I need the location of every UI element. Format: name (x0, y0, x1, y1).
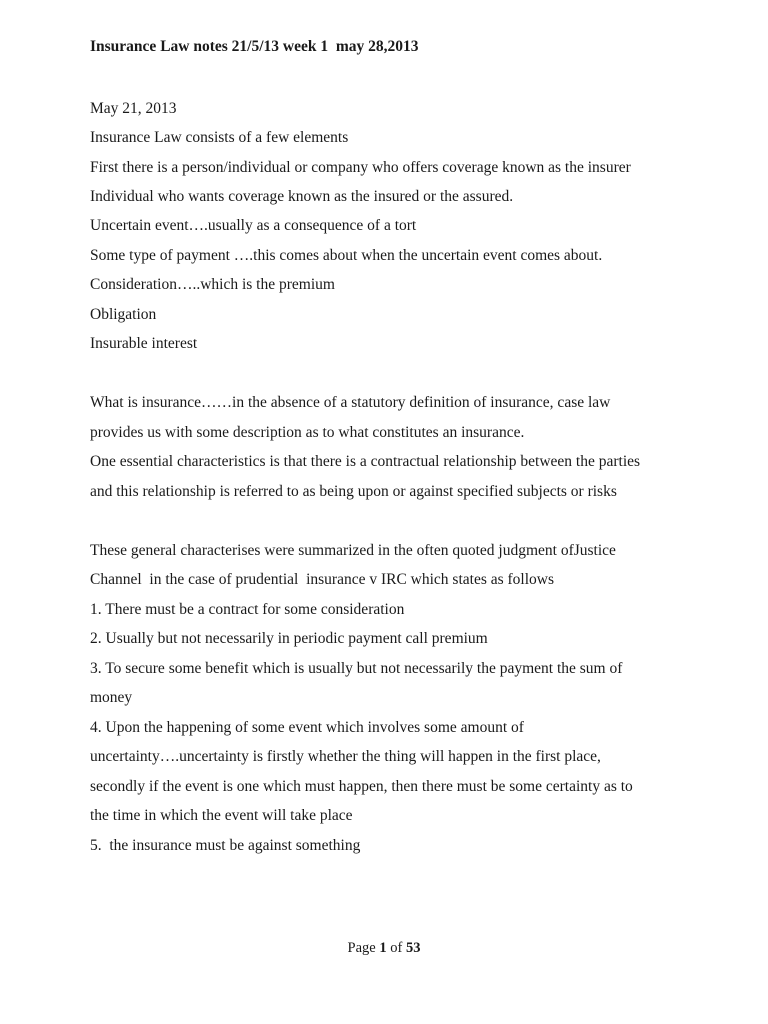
text-line: Consideration…..which is the premium (90, 276, 335, 293)
list-item-3: 3. To secure some benefit which is usually but not necessarily the payment the sum of (90, 660, 623, 677)
list-item-5: 5. the insurance must be against something (90, 837, 361, 854)
total-page-count: 53 (405, 940, 421, 956)
text-line: and this relationship is referred to as being upon or against specified subjects or risks (90, 483, 617, 500)
list-item-1: 1. There must be a contract for some consideration (90, 601, 405, 618)
text-line: What is insurance……in the absence of a statutory definition of insurance, case law (90, 394, 611, 411)
text-line: These general characterises were summarized in the often quoted judgment ofJustice (90, 542, 616, 559)
text-line: Insurance Law consists of a few elements (90, 129, 349, 146)
page-label: Page (347, 940, 380, 956)
text-line: Some type of payment ….this comes about when the uncertain event comes about. (90, 247, 603, 264)
list-item-2: 2. Usually but not necessarily in periodic payment call premium (90, 630, 488, 647)
page-number-footer (0, 940, 768, 957)
list-item-4-continued: secondly if the event is one which must happen, then there must be some certainty as to (90, 778, 633, 795)
list-item-3-continued: money (90, 689, 133, 706)
text-line: One essential characteristics is that there is a contractual relationship between the parties (90, 453, 641, 470)
text-line: Individual who wants coverage known as the insured or the assured. (90, 188, 514, 205)
text-line: First there is a person/individual or company who offers coverage known as the insurer (90, 159, 631, 176)
text-line: provides us with some description as to what constitutes an insurance. (90, 424, 525, 441)
document-title: Insurance Law notes 21/5/13 week 1 may 28,2013 (90, 38, 419, 55)
text-line: Obligation (90, 306, 157, 323)
page-separator: of (386, 940, 406, 956)
text-line: Uncertain event….usually as a consequence of a tort (90, 217, 417, 234)
text-line: Channel in the case of prudential insurance v IRC which states as follows (90, 571, 555, 588)
current-page-number: 1 (379, 940, 387, 956)
list-item-4-continued: the time in which the event will take place (90, 807, 353, 824)
text-line-date: May 21, 2013 (90, 100, 177, 117)
text-line: Insurable interest (90, 335, 198, 352)
list-item-4: 4. Upon the happening of some event which involves some amount of (90, 719, 524, 736)
list-item-4-continued: uncertainty….uncertainty is firstly whether the thing will happen in the first place, (90, 748, 601, 765)
